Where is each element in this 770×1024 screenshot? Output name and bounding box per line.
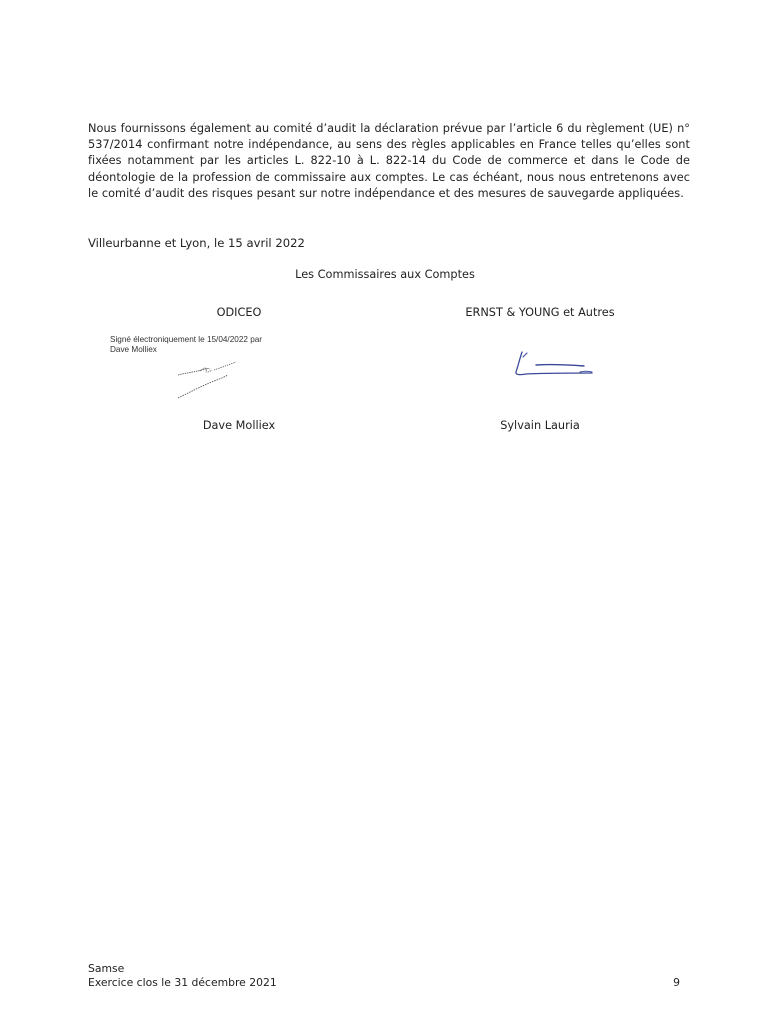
footer-fiscal-year: Exercice clos le 31 décembre 2021 [88,976,277,989]
esign-note-line-2: Dave Molliex [110,344,157,354]
firm-name-odiceo: ODICEO [216,306,262,319]
signature-left-image [172,358,244,402]
paragraph-line-2: n° 537/2014 confirmant notre indépendance, au sens des règles applicables en France telles qu’elles [88,122,690,152]
signature-right-image [512,348,596,378]
paragraph-line-3: sont fixées notamment par les articles L. 822-10 à L. 822-14 du Code de commerce et dans le Code de [88,138,690,168]
independence-paragraph [88,121,690,202]
esign-note-line-1: Signé électroniquement le 15/04/2022 par [110,335,263,344]
paragraph-line-5: le comité d’audit des risques pesant sur notre indépendance et des mesures de sauvegarde appliquées. [88,186,684,200]
signatory-name-right: Sylvain Lauria [500,419,580,432]
commissaires-title: Les Commissaires aux Comptes [295,268,475,281]
page-number: 9 [673,976,680,989]
paragraph-line-1: Nous fournissons également au comité d’audit la déclaration prévue par l’article 6 du règlement (UE) [88,122,673,135]
electronic-signature-note [110,335,262,354]
firm-name-ernst-young: ERNST & YOUNG et Autres [465,306,615,319]
place-date-line: Villeurbanne et Lyon, le 15 avril 2022 [88,236,305,250]
signatory-name-left: Dave Molliex [202,419,276,432]
footer-company-name: Samse [88,962,125,975]
paragraph-line-4: déontologie de la profession de commissaire aux comptes. Le cas échéant, nous nous entretenons avec [88,170,690,184]
